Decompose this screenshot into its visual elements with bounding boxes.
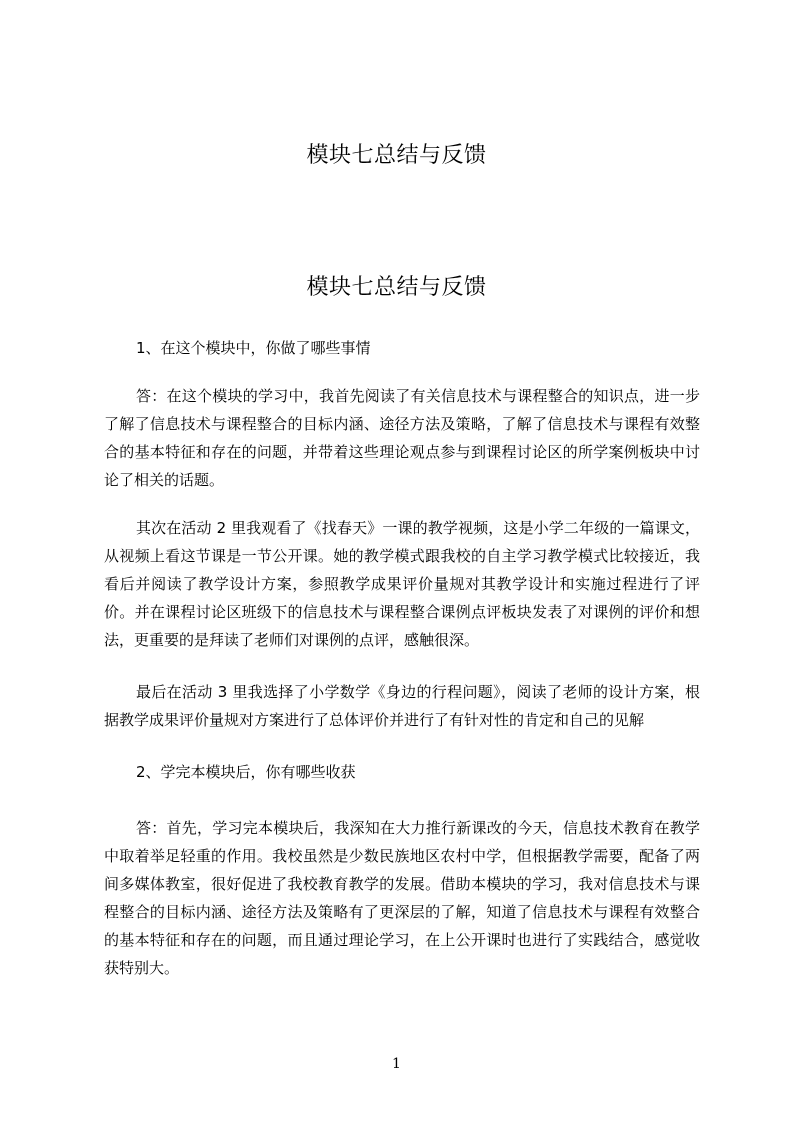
answer-1-paragraph-1: 答：在这个模块的学习中，我首先阅读了有关信息技术与课程整合的知识点，进一步了解了信息技术与课程整合的目标内涵、途径方法及策略，了解了信息技术与课程有效整合的基本特征和存在的问题，并带着这些理论观点参与到课程讨论区的所学案例板块中讨论了相关的话题。 [104,387,700,489]
page-title: 模块七总结与反馈 [306,275,487,300]
page-number: 1 [392,1056,401,1072]
question-2: 2、学完本模块后，你有哪些收获 [136,763,356,781]
question-1: 1、在这个模块中，你做了哪些事情 [136,339,371,357]
answer-1-paragraph-2: 其次在活动 2 里我观看了《找春天》一课的教学视频，这是小学二年级的一篇课文，从视频上看这节课是一节公开课。她的教学模式跟我校的自主学习教学模式比较接近，我看后并阅读了教学设计方案，参照教学成果评价量规对其教学设计和实施过程进行了评价。并在课程讨论区班级下的信息技术与课程整合课例点评板块发表了对课例的评价和想法，更重要的是拜读了老师们对课例的点评，感触很深。 [104,519,700,649]
answer-2-paragraph: 答：首先，学习完本模块后，我深知在大力推行新课改的今天，信息技术教育在教学中取着举足轻重的作用。我校虽然是少数民族地区农村中学，但根据教学需要，配备了两间多媒体教室，很好促进了我校教育教学的发展。借助本模块的学习，我对信息技术与课程整合的目标内涵、途径方法及策略有了更深层的了解，知道了信息技术与课程有效整合的基本特征和存在的问题，而且通过理论学习，在上公开课时也进行了实践结合，感觉收获特别大。 [104,819,700,977]
header-title: 模块七总结与反馈 [306,143,487,168]
answer-1-paragraph-3: 最后在活动 3 里我选择了小学数学《身边的行程问题》，阅读了老师的设计方案，根据教学成果评价量规对方案进行了总体评价并进行了有针对性的肯定和自己的见解 [104,683,700,729]
